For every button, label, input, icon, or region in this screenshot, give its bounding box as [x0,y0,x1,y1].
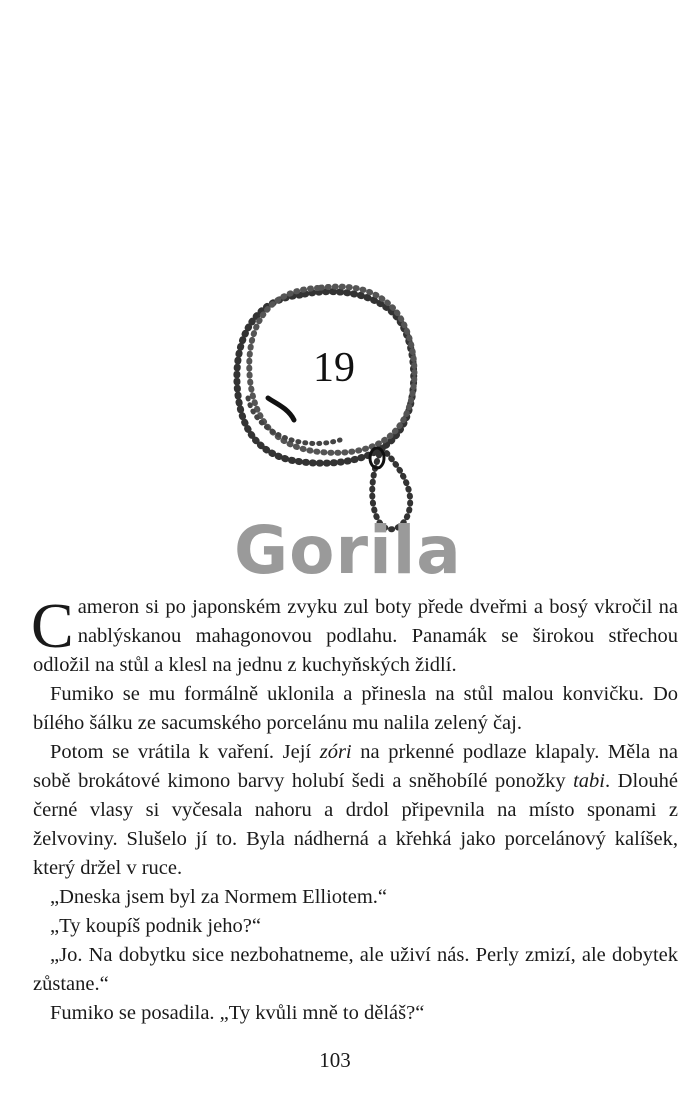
watermark: Gorila [234,512,462,589]
paragraph: Cameron si po japonském zvyku zul boty přede dveřmi a bosý vkročil na nablýskanou mahagonovou podlahu. Panamák se širokou střechou odložil na stůl a klesl na jednu z kuchyňských židlí. [31,590,678,676]
paragraph: Fumiko se mu formálně uklonila a přinesla na stůl malou konvičku. Do bílého šálku ze sacumského porcelánu mu nalila zelený čaj. [33,683,678,734]
chapter-number: 19 [313,345,355,391]
paragraph: Potom se vrátila k vaření. Její zóri na prkenné podlaze klapaly. Měla na sobě brokátové kimono barvy holubí šedi a sněhobílé ponožky tabi. Dlouhé černé vlasy si vyčesala nahoru a drdol připevnila na místo sponami z želvoviny. Slušelo jí to. Byla nádherná a křehká jako porcelánový kalíšek, který držel v ruce. [33,741,679,879]
italic-word: zóri [319,741,352,763]
paragraph: Fumiko se posadila. „Ty kvůli mně to děláš?“ [50,1002,425,1024]
body-text [31,590,679,1028]
drop-cap: C [31,590,74,661]
paragraph: „Ty koupíš podnik jeho?“ [50,915,261,937]
page-number: 103 [319,1048,351,1072]
italic-word: tabi [573,770,606,792]
paragraph: „Dneska jsem byl za Normem Elliotem.“ [50,886,388,908]
paragraph: „Jo. Na dobytku sice nezbohatneme, ale uživí nás. Perly zmizí, ale dobytek zůstane.“ [33,944,678,995]
